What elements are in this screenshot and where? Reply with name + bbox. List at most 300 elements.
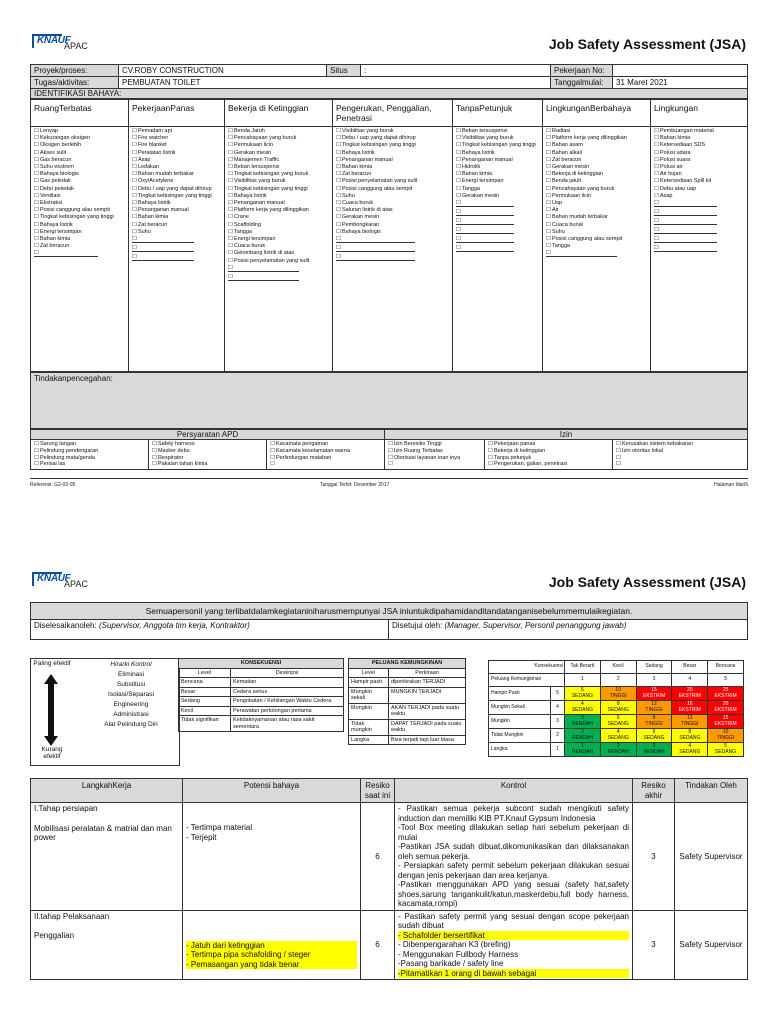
matrix-cell (636, 729, 672, 743)
hazard-checkbox[interactable]: ☐ Gelombang listrik di atas (228, 250, 329, 257)
kons-desc: Cedera serius (231, 687, 344, 697)
hazard-checkbox[interactable] (456, 200, 514, 207)
hazard-checkbox[interactable]: ☐ Suhu (336, 193, 449, 200)
matrix-cell (600, 701, 636, 715)
hazard-checkbox[interactable]: ☐ Lenyap (34, 128, 125, 135)
hazard-checkbox[interactable]: ☐ Fire blanket (132, 142, 221, 149)
hazard-checkbox[interactable]: ☐ Zat beracun (34, 243, 125, 250)
hazard-checkbox[interactable]: ☐ Gas peledak (34, 178, 125, 185)
hazard-checkbox[interactable]: ☐ Air (546, 207, 647, 214)
risk-reference-area (30, 658, 748, 778)
risk-now-cell[interactable]: 6 (361, 910, 395, 980)
hazard-checkbox[interactable] (654, 218, 717, 225)
pel-level: Hampir pasti (349, 678, 389, 688)
hazard-checkbox[interactable]: ☐ Cuaca buruk (228, 243, 329, 250)
hazard-checkbox[interactable] (654, 227, 717, 234)
matrix-cell-level: TINGGI (645, 706, 663, 713)
hierarchy-item: Substitusi (116, 681, 146, 688)
matrix-cell-value: 4 (688, 743, 692, 749)
hazard-checkbox[interactable] (456, 236, 514, 243)
hazard-checkbox[interactable]: ☐ Bahaya listrik (336, 150, 449, 157)
logo-text: KNAUF (37, 35, 71, 46)
hierarchy-item: Eliminasi (117, 671, 144, 678)
izin-checkbox[interactable] (616, 455, 744, 462)
risk-now-cell[interactable]: 6 (361, 803, 395, 911)
matrix-cell-value: 5 (724, 743, 727, 749)
pel-desc: AKAN TERJADI pada suatu waktu (389, 703, 466, 719)
step-cell[interactable] (31, 910, 183, 980)
konsekuensi-row (179, 706, 344, 716)
matrix-cell-level: EKSTRIM (642, 692, 666, 699)
hazard-checkbox[interactable]: ☐ Tingkat kebisingan yang tinggi (132, 193, 221, 200)
control-line: - Dibenpengarahan K3 (brefing) (398, 940, 511, 949)
category-list (336, 128, 449, 261)
situs-value[interactable]: : (361, 65, 551, 77)
hazard-checkbox[interactable]: ☐ Bahaya listrik (132, 200, 221, 207)
main-header-cell: Resiko akhir (633, 779, 675, 803)
matrix-row (489, 701, 744, 715)
hazard-checkbox[interactable]: ☐ Saluran listrik di atas (336, 207, 449, 214)
apd-checkbox[interactable]: ☐ Respirator (152, 455, 263, 462)
disetujui-cell[interactable] (389, 620, 748, 640)
hazard-checkbox[interactable]: ☐ Visibilitas yang buruk (336, 128, 449, 135)
matrix-cons-num: 3 (636, 674, 672, 687)
hierarchy-item: Alat Pelindung Diri (104, 721, 158, 728)
matrix-cell (600, 687, 636, 701)
hazard-checkbox[interactable]: ☐ Gerakan mesin (336, 214, 449, 221)
tugas-label: Tugas/aktivitas: (31, 77, 119, 89)
kons-level: Sedang (179, 697, 231, 707)
hazard-checkbox[interactable]: ☐ Bahan mudah terbakar (132, 171, 221, 178)
disetujui-label: Disetujui oleh: (392, 621, 443, 630)
matrix-cell-value: 3 (652, 743, 656, 749)
hazard-checkbox[interactable]: ☐ Polusi suara (654, 157, 744, 164)
category-column-2 (225, 127, 333, 372)
hazard-checkbox[interactable] (132, 245, 194, 252)
matrix-row (489, 729, 744, 743)
hazard-checkbox[interactable]: ☐ Gas beracun (34, 157, 125, 164)
kons-level: Kecil (179, 706, 231, 716)
category-column-1 (129, 127, 225, 372)
hazard-checkbox[interactable]: ☐ Cuaca buruk (336, 200, 449, 207)
matrix-row-label: Mungkin Sekali (489, 701, 551, 715)
category-list (546, 128, 647, 257)
hazard-checkbox[interactable]: ☐ Gerakan mesin (546, 164, 647, 171)
hazard-checkbox[interactable] (336, 254, 415, 261)
hazard-line: - Jatuh dari ketinggian (186, 940, 265, 950)
tanggal-label: Tanggalmulai: (551, 77, 613, 89)
hazard-checkbox[interactable]: ☐ Bahan kimia (34, 236, 125, 243)
hazard-checkbox[interactable]: ☐ Bahan kimia (456, 171, 539, 178)
hazard-checkbox[interactable]: ☐ Bahan alkali (546, 150, 647, 157)
izin-checkbox[interactable]: ☐ Bekerja di ketinggian (488, 448, 609, 455)
hazard-checkbox[interactable]: ☐ Tangga (456, 186, 539, 193)
matrix-cell-value: 9 (652, 715, 656, 721)
matrix-cell-value: 16 (687, 701, 693, 707)
izin-checkbox[interactable]: ☐ Pengerukan, galian, penetrasi (488, 461, 609, 468)
hazard-checkbox[interactable]: ☐ Oksigen berlebih (34, 142, 125, 149)
hazard-checkbox[interactable]: ☐ Energi tersimpan (456, 178, 539, 185)
hazard-checkbox[interactable]: ☐ Tingkat kebisingan yang tinggi (456, 142, 539, 149)
peluang-row (349, 703, 466, 719)
risk-final-cell[interactable]: 3 (633, 803, 675, 911)
hazard-checkbox[interactable] (654, 209, 717, 216)
main-header-cell: Resiko saat ini (361, 779, 395, 803)
apd-column-0 (31, 440, 149, 470)
hazard-checkbox[interactable]: ☐ Benda Jatuh (228, 128, 329, 135)
step-cell[interactable] (31, 803, 183, 911)
hazard-checkbox[interactable]: ☐ Peralatan listrik (132, 150, 221, 157)
matrix-cell-level: EKSTRIM (714, 706, 737, 713)
jsa-page-1 (30, 30, 748, 530)
matrix-cell-level: SEDANG (607, 720, 629, 727)
hazard-checkbox[interactable]: ☐ Fire watcher (132, 135, 221, 142)
hazard-checkbox[interactable]: ☐ Visibilitas yang buruk (228, 178, 329, 185)
hazard-checkbox[interactable]: ☐ Zat beracun (132, 222, 221, 229)
hazard-checkbox[interactable]: ☐ Bahaya biologis (34, 171, 125, 178)
hazard-categories-table (30, 99, 748, 372)
hazard-checkbox[interactable]: ☐ Ketersediaan Spill kit (654, 178, 744, 185)
apd-checkbox[interactable]: ☐ Pelindung mata/genda (34, 455, 145, 462)
matrix-row-label: Mungkin (489, 715, 551, 729)
apd-column-1 (149, 440, 267, 470)
hazard-checkbox[interactable]: ☐ Zat beracun (336, 171, 449, 178)
pekerjaan-no-value[interactable] (613, 65, 748, 77)
hazard-checkbox[interactable]: ☐ Uap (546, 200, 647, 207)
hazard-checkbox[interactable] (456, 245, 514, 252)
matrix-cons-num: 2 (600, 674, 636, 687)
hazard-checkbox[interactable]: ☐ Oxy/Acetylene (132, 178, 221, 185)
apd-checkbox[interactable]: ☐ Pelindung pendengaran (34, 448, 145, 455)
matrix-cell (636, 687, 672, 701)
hazard-checkbox[interactable]: ☐ Posisi canggung alau sempit (34, 207, 125, 214)
hazard-checkbox[interactable]: ☐ Radiasi (546, 128, 647, 135)
category-header-6: Lingkungan (651, 100, 748, 127)
hazard-checkbox[interactable]: ☐ Bahan kimia (336, 164, 449, 171)
hazard-checkbox[interactable]: ☐ Penanganan manual (336, 157, 449, 164)
step-detail: Mobilisasi peralatan & matrial dan man power (34, 823, 172, 842)
hazard-checkbox[interactable] (34, 250, 98, 257)
hazard-checkbox[interactable]: ☐ Debu peledak (34, 186, 125, 193)
matrix-cell (600, 729, 636, 743)
matrix-cell-level: EKSTRIM (678, 706, 701, 713)
peluang-row (349, 735, 466, 745)
apd-header: Persyaratan APD (31, 430, 385, 440)
hazard-checkbox[interactable]: ☐ Bahan asam (546, 142, 647, 149)
control-line: -Pasang barikade / safety line (398, 959, 504, 968)
hierarchy-bottom-label: Kurang efektif (41, 746, 63, 760)
hazard-checkbox[interactable]: ☐ Tingkat kebisingan yang tinggi (34, 214, 125, 221)
step-title: I.Tahap persiapan (34, 804, 98, 813)
matrix-cell-value: 12 (687, 715, 693, 721)
matrix-cell-value: 10 (615, 687, 621, 693)
konsekuensi-row (179, 697, 344, 707)
hierarchy-item: Administrasi (113, 711, 149, 718)
page-header (30, 30, 748, 58)
kons-level: Tidak signifikan (179, 716, 231, 732)
matrix-cell (636, 715, 672, 729)
category-list (228, 128, 329, 281)
hazard-checkbox[interactable] (654, 200, 717, 207)
disetujui-value: (Manager, Supervisor, Personil penanggung jawab) (444, 621, 627, 630)
action-by-cell[interactable]: Safety Supervisor (675, 910, 748, 980)
hazard-checkbox[interactable]: ☐ Suhu (546, 229, 647, 236)
matrix-cell (636, 743, 672, 757)
hazard-checkbox[interactable]: ☐ Posisi canggung atau sempit (546, 236, 647, 243)
hazard-checkbox[interactable]: ☐ Manajemen Traffic (228, 157, 329, 164)
hazard-checkbox[interactable]: ☐ Suhu ekstrem (34, 164, 125, 171)
hierarchy-title: Hirarki Kontrol (110, 661, 152, 668)
hazard-checkbox[interactable]: ☐ Ledakan (132, 164, 221, 171)
matrix-cell (565, 701, 601, 715)
hazard-checkbox[interactable]: ☐ Permukaan licin (546, 193, 647, 200)
hazard-checkbox[interactable]: ☐ Bahaya listrik (456, 150, 539, 157)
jsa-main-table (30, 778, 748, 980)
matrix-cell-level: SEDANG (571, 706, 593, 713)
hazard-checkbox[interactable]: ☐ Tingkat kebisingan yang tinggi (336, 142, 449, 149)
apd-checkbox[interactable]: ☐ Perisai las (34, 461, 145, 468)
pel-desc: MUNGKIN TERJADI (389, 687, 466, 703)
matrix-cell-level: SEDANG (607, 734, 629, 741)
pel-desc: diperkirakan TERJADI (389, 678, 466, 688)
control-line: -Pitamatikan 1 orang di bawah sebagai (398, 969, 629, 979)
apd-checkbox[interactable]: ☐ Safety harness (152, 441, 263, 448)
apd-checkbox[interactable]: ☐ Kacamata keselamatan warna (270, 448, 381, 455)
hazard-checkbox[interactable]: ☐ Polusi air (654, 164, 744, 171)
hazard-checkbox[interactable]: ☐ Beban tersuspensi (228, 164, 329, 171)
apd-checkbox[interactable] (270, 461, 381, 468)
jsa-page-2 (30, 568, 748, 1024)
matrix-cell (672, 743, 708, 757)
kons-desc: Kematian (231, 678, 344, 688)
proyek-value[interactable]: CV.ROBY CONSTRUCTION (119, 65, 327, 77)
hazard-checkbox[interactable]: ☐ Bahaya listrik (34, 222, 125, 229)
hazard-checkbox[interactable]: ☐ Ketersediaan SDS (654, 142, 744, 149)
control-line: - Schafolder bersertifikat (398, 931, 629, 941)
izin-column-0 (385, 440, 485, 470)
hazard-checkbox[interactable]: ☐ Tangga (228, 229, 329, 236)
matrix-cons-label: Bencana (708, 661, 744, 674)
matrix-cons-label: Besar (672, 661, 708, 674)
control-line: - Pastikan semua pekerja subcont sudah mengikuti safety induction dan memiliki KIB PT.Knauf Gypsum Indonesia (398, 804, 629, 823)
intro-table (30, 602, 748, 640)
hazard-checkbox[interactable]: ☐ Benda jatuh (546, 178, 647, 185)
hazard-checkbox[interactable]: ☐ Tingkat kebisingan yang tinggi (228, 186, 329, 193)
apd-checkbox[interactable]: ☐ Pakaian tahan kimia (152, 461, 263, 468)
page-title: Job Safety Assessment (JSA) (548, 36, 746, 52)
hazard-line: - Terjepit (186, 832, 217, 842)
hazard-checkbox[interactable]: ☐ Crane (228, 214, 329, 221)
hazard-checkbox[interactable]: ☐ Posisi penyelamatan yang sulit (336, 178, 449, 185)
logo-region: APAC (64, 41, 88, 51)
category-header-1: PekerjaanPanas (129, 100, 225, 127)
hazard-checkbox[interactable]: ☐ Bahan kimia (132, 214, 221, 221)
hazard-checkbox[interactable]: ☐ Asap (132, 157, 221, 164)
hazard-checkbox[interactable]: ☐ Pemadam api (132, 128, 221, 135)
matrix-cell-level: TINGGI (681, 720, 699, 727)
izin-checkbox[interactable] (616, 461, 744, 468)
matrix-cell-level: RENDAH (643, 748, 665, 755)
hazard-checkbox[interactable]: ☐ Penanganan manual (132, 207, 221, 214)
hazard-checkbox[interactable]: ☐ Pencahayaan yang buruk (228, 135, 329, 142)
matrix-row-label: Tidak Mungkin (489, 729, 551, 743)
hazard-checkbox[interactable] (456, 227, 514, 234)
step-title: II.tahap Pelaksanaan (34, 911, 110, 921)
izin-checkbox[interactable]: ☐ Izin otoritas lokal (616, 448, 744, 455)
apd-checkbox[interactable]: ☐ Perlindungan matahari (270, 455, 381, 462)
hazard-checkbox[interactable]: ☐ Debu / uap yang dapat dihirup (132, 186, 221, 193)
hazard-checkbox[interactable] (132, 254, 194, 261)
hazard-checkbox[interactable]: ☐ Penanganan manual (456, 157, 539, 164)
hazard-checkbox[interactable]: ☐ Penanganan manual (228, 200, 329, 207)
izin-list (388, 441, 481, 468)
matrix-cell-value: 20 (722, 701, 729, 707)
matrix-cell-value: 25 (722, 687, 729, 693)
hazard-checkbox[interactable]: ☐ Posisi canggung atau sempit (336, 186, 449, 193)
matrix-cons-label: Tak Berarti (565, 661, 601, 674)
hazard-checkbox[interactable]: ☐ Permukaan licin (228, 142, 329, 149)
hazard-checkbox[interactable]: ☐ Gerakan mesin (456, 193, 539, 200)
tindakan-box[interactable] (31, 373, 748, 429)
hazard-checkbox[interactable] (336, 245, 415, 252)
matrix-cons-num: 1 (565, 674, 601, 687)
pel-level: Mungkin sekali (349, 687, 389, 703)
izin-checkbox[interactable]: ☐ Izin Beresiko Tinggi (388, 441, 481, 448)
matrix-cell-level: SEDANG (643, 734, 665, 741)
hazard-checkbox[interactable] (546, 250, 617, 257)
hazard-checkbox[interactable]: ☐ Kekurangan oksigen (34, 135, 125, 142)
hazard-checkbox[interactable] (336, 236, 415, 243)
logo-region-2: APAC (64, 579, 88, 589)
hazard-cell[interactable] (183, 803, 361, 911)
apd-checkbox[interactable]: ☐ Masker debu (152, 448, 263, 455)
matrix-cell (565, 687, 601, 701)
pel-col-desc: Perkiraan (389, 668, 466, 678)
matrix-cons-label: Sedang (636, 661, 672, 674)
hazard-checkbox[interactable]: ☐ Ekstraksi (34, 200, 125, 207)
izin-checkbox[interactable]: ☐ Tanpa petunjuk (488, 455, 609, 462)
matrix-row-num: 2 (551, 729, 565, 743)
matrix-cell-level: RENDAH (571, 720, 593, 727)
action-by-cell[interactable]: Safety Supervisor (675, 803, 748, 911)
hazard-checkbox[interactable]: ☐ Ventilasi (34, 193, 125, 200)
matrix-cell (636, 701, 672, 715)
konsekuensi-table (178, 658, 344, 732)
konsekuensi-row (179, 687, 344, 697)
hazard-checkbox[interactable] (228, 274, 299, 281)
category-column-5 (543, 127, 651, 372)
matrix-cell (565, 715, 601, 729)
konsekuensi-title: KONSEKUENSI (179, 659, 344, 669)
tanggal-value[interactable]: 31 Maret 2021 (613, 77, 748, 89)
hazard-checkbox[interactable]: ☐ Pembongkaran (336, 222, 449, 229)
hazard-checkbox[interactable]: ☐ Posisi penyelamatan yang sulit (228, 258, 329, 265)
pel-level: Tidak mungkin (349, 719, 389, 735)
izin-checkbox[interactable]: ☐ Pekerjaan panas (488, 441, 609, 448)
hazard-checkbox[interactable] (654, 236, 717, 243)
hazard-checkbox[interactable]: ☐ Suhu (132, 229, 221, 236)
matrix-cell-value: 2 (616, 743, 620, 749)
hazard-checkbox[interactable]: ☐ Bahan kimia (654, 135, 744, 142)
matrix-cell (672, 687, 708, 701)
matrix-cell-level: TINGGI (645, 720, 663, 727)
hazard-checkbox[interactable]: ☐ Bahaya biologis (336, 229, 449, 236)
hazard-checkbox[interactable]: ☐ Scaffolding (228, 222, 329, 229)
hazard-cell[interactable] (183, 910, 361, 980)
hazard-checkbox[interactable]: ☐ Energi tersimpan (228, 236, 329, 243)
izin-column-1 (485, 440, 613, 470)
hazard-checkbox[interactable]: ☐ Cuaca buruk (546, 222, 647, 229)
matrix-cons-num: 5 (708, 674, 744, 687)
hazard-checkbox[interactable]: ☐ Beban tersuspensi (456, 128, 539, 135)
matrix-cell-level: TINGGI (609, 692, 627, 699)
arrow-down-icon (44, 736, 58, 746)
tugas-value[interactable]: PEMBUATAN TOILET (119, 77, 551, 89)
hazard-checkbox[interactable]: ☐ Hidrolik (456, 164, 539, 171)
pel-level: Mungkin (349, 703, 389, 719)
kons-desc: Ketidaknyamanan atau rasa sakit sementara (231, 716, 344, 732)
hazard-checkbox[interactable]: ☐ Air hujan (654, 171, 744, 178)
izin-checkbox[interactable]: ☐ Otorisasi layanan inan inya (388, 455, 481, 462)
hazard-checkbox[interactable]: ☐ Bekerja di ketinggian (546, 171, 647, 178)
matrix-cell-value: 10 (722, 729, 729, 735)
control-cell[interactable] (395, 910, 633, 980)
hazard-checkbox[interactable]: ☐ Pembuangan material (654, 128, 744, 135)
apd-checkbox[interactable]: ☐ Sarung tangan (34, 441, 145, 448)
hazard-checkbox[interactable]: ☐ Gerakan mesin (228, 150, 329, 157)
hazard-checkbox[interactable]: ☐ Tangga (546, 243, 647, 250)
hazard-checkbox[interactable]: ☐ Pencahayaan yang buruk (546, 186, 647, 193)
hazard-checkbox[interactable]: ☐ Tingkat kebisingan yang buruk (228, 171, 329, 178)
hazard-checkbox[interactable] (456, 218, 514, 225)
hazard-checkbox[interactable]: ☐ Akses sulit (34, 150, 125, 157)
izin-header: Izin (385, 430, 748, 440)
hazard-checkbox[interactable]: ☐ Bahaya listrik (228, 193, 329, 200)
hazard-checkbox[interactable] (456, 209, 514, 216)
hazard-checkbox[interactable]: ☐ Debu atau uap (654, 186, 744, 193)
main-header-cell: Potensi bahaya (183, 779, 361, 803)
hierarchy-list (88, 660, 174, 730)
hazard-checkbox[interactable]: ☐ Bahan mudah terbakar (546, 214, 647, 221)
hazard-checkbox[interactable] (132, 236, 194, 243)
hazard-checkbox[interactable] (228, 265, 299, 272)
hazard-checkbox[interactable]: ☐ Debu / uap yang dapat dihirup (336, 135, 449, 142)
hazard-checkbox[interactable]: ☐ Visibilitas yang buruk (456, 135, 539, 142)
control-cell[interactable] (395, 803, 633, 911)
matrix-cell-value: 5 (581, 687, 584, 693)
izin-checkbox[interactable]: ☐ Izin Ruang Terbatas (388, 448, 481, 455)
diselesaikan-cell[interactable] (31, 620, 389, 640)
risk-final-cell[interactable]: 3 (633, 910, 675, 980)
apd-checkbox[interactable]: ☐ Kacamata pengaman (270, 441, 381, 448)
izin-checkbox[interactable]: ☐ Kerusakan sistem kebakaran (616, 441, 744, 448)
hazard-checkbox[interactable]: ☐ Energi tersimpan (34, 229, 125, 236)
hazard-checkbox[interactable]: ☐ Platform kerja yang dilinggikan (228, 207, 329, 214)
apd-list (34, 441, 145, 468)
hazard-checkbox[interactable] (654, 245, 717, 252)
main-header-cell: Kontrol (395, 779, 633, 803)
matrix-cell-value: 4 (616, 729, 620, 735)
hazard-checkbox[interactable]: ☐ Polusi udara (654, 150, 744, 157)
hazard-checkbox[interactable]: ☐ Asap (654, 193, 744, 200)
matrix-cell (600, 743, 636, 757)
izin-checkbox[interactable] (388, 461, 481, 468)
hazard-checkbox[interactable]: ☐ Zat beracun (546, 157, 647, 164)
hazard-checkbox[interactable]: ☐ Platform kerja yang dilinggikan (546, 135, 647, 142)
control-line: -Pastikan JSA sudah dibuat,dikomunikasikan dan dilaksanakan oleh semua pekerja. (398, 842, 629, 861)
step-detail: Penggalian (34, 931, 75, 940)
peluang-row (349, 719, 466, 735)
